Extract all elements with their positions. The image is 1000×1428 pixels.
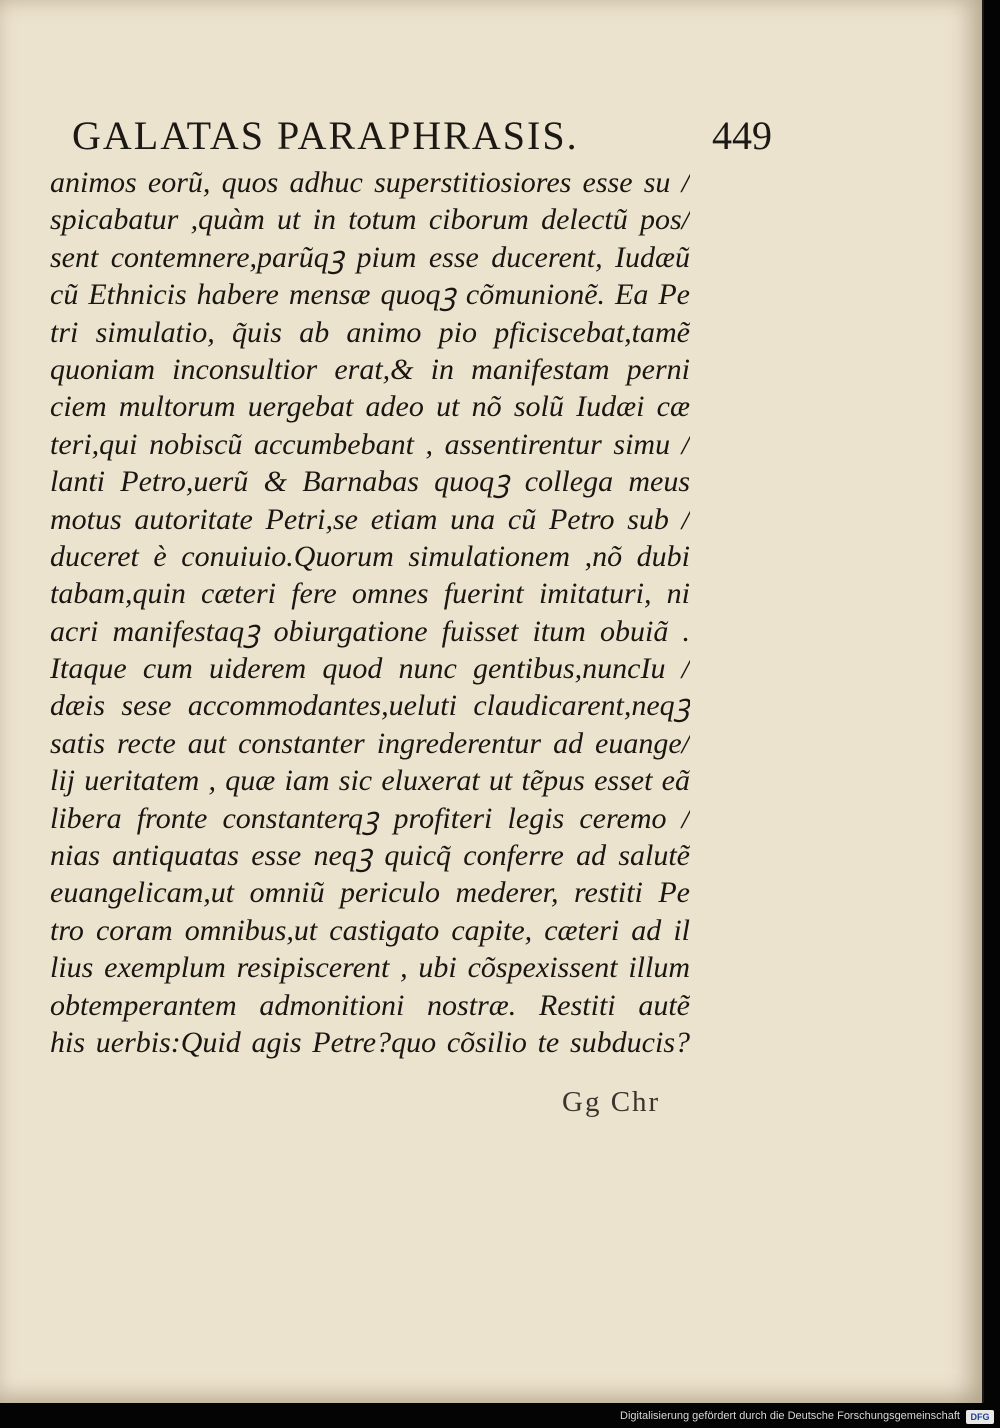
catchword: Gg Chr — [562, 1086, 661, 1118]
text-line: lanti Petro,uerũ & Barnabas quoqꝫ collega meus — [50, 465, 690, 499]
text-line: Itaque cum uiderem quod nunc gentibus,nuncIu / — [50, 652, 690, 686]
text-line: tro coram omnibus,ut castigato capite, cæteri ad il — [50, 913, 690, 947]
text-line: libera fronte constanterqꝫ profiteri legis ceremo / — [50, 801, 690, 835]
text-line: obtemperantem admonitioni nostræ. Restiti autẽ — [50, 988, 690, 1022]
dfg-logo-icon: DFG — [966, 1410, 994, 1424]
text-line: animos eorũ, quos adhuc superstitiosiores esse su / — [50, 166, 690, 199]
text-line: cũ Ethnicis habere mensæ quoqꝫ cõmunionẽ. Ea Pe — [50, 278, 690, 312]
text-line: lius exemplum resipiscerent , ubi cõspexissent illum — [50, 951, 690, 985]
text-line: acri manifestaqꝫ obiurgatione fuisset itum obuiã . — [50, 614, 690, 648]
text-line: satis recte aut constanter ingrederentur ad euange/ — [50, 726, 690, 760]
text-line: euangelicam,ut omniũ periculo mederer, restiti Pe — [50, 876, 690, 910]
digitization-credit: Digitalisierung gefördert durch die Deutsche Forschungsgemeinschaft — [620, 1410, 960, 1422]
text-line: teri,qui nobiscũ accumbebant , assentirentur simu / — [50, 427, 690, 461]
text-line: motus autoritate Petri,se etiam una cũ Petro sub / — [50, 502, 690, 536]
text-line: sent contemnere,parũqꝫ pium esse ducerent, Iudæũ — [50, 240, 690, 274]
text-line: dæis sese accommodantes,ueluti claudicarent,neqꝫ — [50, 689, 690, 723]
text-line: quoniam inconsultior erat,& in manifestam perni — [50, 352, 690, 386]
text-line: tri simulatio, q̃uis ab animo pio pficiscebat,tamẽ — [50, 315, 690, 349]
running-head: GALATAS PARAPHRASIS. — [72, 113, 579, 158]
page-number: 449 — [712, 113, 772, 158]
text-line: duceret è conuiuio.Quorum simulationem ,nõ dubi — [50, 539, 690, 573]
text-line: his uerbis:Quid agis Petre?quo cõsilio te subducis? — [50, 1025, 690, 1059]
page-header — [72, 112, 772, 162]
text-line: lij ueritatem , quæ iam sic eluxerat ut tẽpus esset eã — [50, 764, 690, 798]
text-line: spicabatur ,quàm ut in totum ciborum delectũ pos/ — [50, 203, 690, 237]
text-line: tabam,quin cæteri fere omnes fuerint imitaturi, ni — [50, 577, 690, 611]
body-text — [50, 164, 690, 1061]
text-line: nias antiquatas esse neqꝫ quicq̃ conferre ad salutẽ — [50, 839, 690, 873]
text-line: ciem multorum uergebat adeo ut nõ solũ Iudæi cæ — [50, 390, 690, 424]
